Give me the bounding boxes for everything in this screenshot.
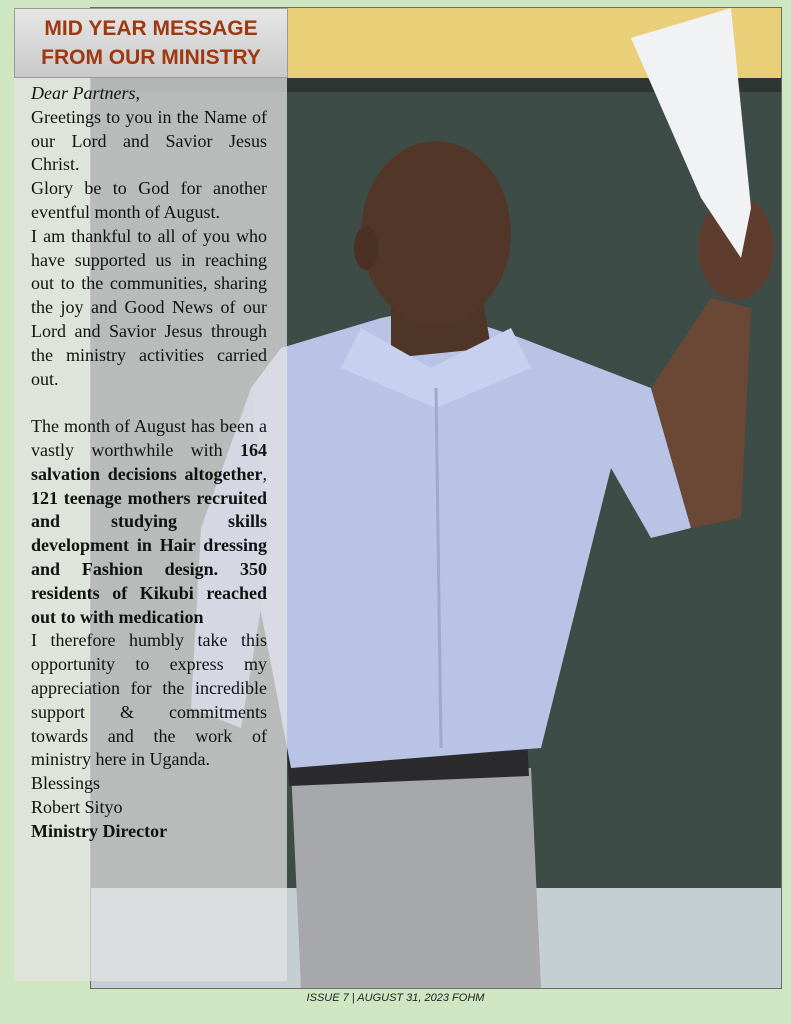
outreach-stats: 121 teenage mothers recruited and studying skills development in Hair dressing and Fashion design. 350 residents of Kikubi reached out to with medication	[31, 487, 267, 627]
paragraph-appreciation: I therefore humbly take this opportunity to express my appreciation for the incredible support & commitments towards and the work of ministry here in Uganda.	[31, 630, 267, 770]
closing: Blessings	[31, 773, 101, 794]
paragraph-glory: Glory be to God for another eventful month of August.	[31, 178, 267, 222]
report-intro: The month of August has been a vastly worthwhile with	[31, 416, 267, 460]
title-line-2: FROM OUR MINISTRY	[41, 46, 261, 69]
title-banner	[14, 8, 288, 78]
paragraph-report	[31, 415, 267, 629]
head	[361, 141, 511, 325]
salvation-stat: 164 salvation decisions altogether	[31, 439, 267, 484]
letter-body	[31, 82, 267, 844]
report-comma: ,	[262, 463, 267, 484]
salutation: Dear Partners,	[31, 83, 140, 103]
trousers	[291, 768, 541, 988]
paragraph-greeting: Greetings to you in the Name of our Lord and Savior Jesus Christ.	[31, 106, 267, 175]
page-footer: ISSUE 7 | AUGUST 31, 2023 FOHM	[306, 992, 485, 1004]
title-line-1: MID YEAR MESSAGE	[44, 17, 258, 40]
signature-role-text: Ministry Director	[31, 820, 168, 841]
paragraph-thanks: I am thankful to all of you who have supported us in reaching out to the communities, sharing the joy and Good News of our Lord and Savior Jesus through the ministry activities carried out.	[31, 225, 267, 389]
signature-name: Robert Sityo	[31, 796, 123, 817]
signature-role	[31, 820, 267, 844]
paragraph-gap	[31, 391, 267, 415]
